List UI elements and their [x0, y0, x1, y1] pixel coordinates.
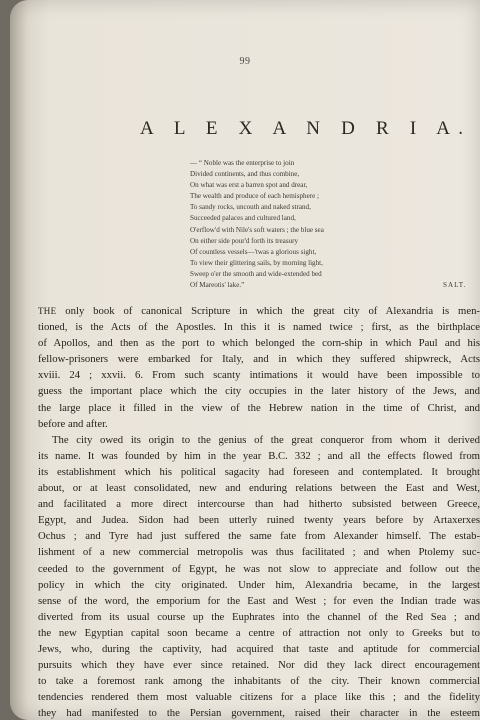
body-line: xviii. 24 ; xxvii. 6. From such scanty intimations it would have been impossible to — [38, 369, 480, 382]
body-line: its establishment which his political sagacity had foreseen and contemplated. It brought — [38, 465, 480, 478]
body-line: guess the important place which the city occupies in the later history of the Jews, and — [38, 385, 480, 398]
epigraph-line: Of countless vessels—'twas a glorious sight, — [190, 247, 317, 256]
epigraph-poem — [190, 158, 467, 291]
body-line: pursuits which they have ever since retained. Nor did they lack direct encouragement — [38, 659, 480, 672]
body-line: The city owed its origin to the genius of the great conqueror from whom it derived — [52, 433, 480, 446]
epigraph-line: To sandy rocks, uncouth and naked strand, — [190, 203, 311, 212]
body-text — [38, 303, 480, 720]
epigraph-line: O'erflow'd with Nile's soft waters ; the blue sea — [190, 225, 324, 234]
epigraph-line: To view their glittering sails, by morning light, — [190, 258, 323, 267]
epigraph-line: — “ Noble was the enterprise to join — [190, 159, 295, 167]
body-line-text: only book of canonical Scripture in which the great city of Alexandria is men- — [56, 305, 480, 317]
body-line: Ochus ; and Tyre had just suffered the same fate from Alexander himself. The estab- — [38, 530, 480, 543]
body-line: of Apollos, and then as the port to which belonged the corn-ship in which Paul and his — [38, 337, 480, 350]
body-line: and facilitated a more direct intercourse than had hitherto subsisted between Greece, — [38, 498, 480, 511]
paragraph-lead-word: THE — [38, 306, 57, 316]
epigraph-line: On what was erst a barren spot and drear, — [190, 181, 308, 190]
body-line: they had manifested to the Persian government, raised their character in the esteem — [38, 707, 480, 720]
body-line: sense of the word, the emporium for the East and West ; for even the Indian trade was — [38, 594, 480, 607]
body-line: to take a foremost rank among the inhabitants of the city. Their known commercial — [38, 675, 480, 688]
body-line: tendencies rendered them most valuable citizens for a place like this ; and the fidelity — [38, 691, 480, 704]
epigraph-line: On either side pour'd forth its treasury — [190, 236, 299, 245]
chapter-title: A L E X A N D R I A. — [140, 118, 472, 139]
epigraph-last-line — [190, 280, 467, 291]
page-number: 99 — [239, 56, 251, 67]
body-line: its name. It was founded by him in the year B.C. 332 ; and all the effects flowed from — [38, 449, 480, 462]
epigraph-line: Divided continents, and thus combine, — [190, 170, 300, 179]
epigraph-line: Of Mareotis' lake.” — [190, 281, 245, 290]
body-line — [38, 303, 480, 319]
epigraph-line: Sweep o'er the smooth and wide-extended bed — [190, 269, 322, 278]
epigraph-line: Succeeded palaces and cultured land, — [190, 214, 296, 223]
body-line: the large place it filled in the view of the Hebrew nation in the time of Christ, and — [38, 401, 480, 414]
body-line: ceeded to the government of Egypt, he was not slow to appreciate and follow out the — [38, 562, 480, 575]
body-line: policy in which the city originated. Under him, Alexandria became, in the largest — [38, 578, 480, 591]
body-line: about, or at least consolidated, new and enduring relations between the East and West, — [38, 482, 480, 495]
body-line: lishment of a new commercial metropolis was thus facilitated ; and when Ptolemy suc- — [38, 546, 480, 559]
body-line: the new Egyptian capital soon became a centre of attraction not only to Greeks but to — [38, 626, 480, 639]
book-page — [10, 0, 480, 720]
body-line: diverted from its usual course up the Euphrates into the channel of the Red Sea ; and — [38, 610, 480, 623]
body-line: Jews, who, during the captivity, had acquired that taste and aptitude for commercial — [38, 642, 480, 655]
epigraph-author: SALT. — [443, 281, 467, 290]
body-line: Egypt, and Judea. Sidon had been utterly ruined twenty years before by Artaxerxes — [38, 514, 480, 527]
body-line: fellow-prisoners were embarked for Italy, and in which they suffered shipwreck, Acts — [38, 353, 480, 366]
body-line: before and after. — [38, 417, 108, 430]
epigraph-line: The wealth and produce of each hemisphere ; — [190, 192, 320, 201]
body-line: tioned, is the Acts of the Apostles. In this it is named twice ; first, as the birthplace — [38, 321, 480, 334]
